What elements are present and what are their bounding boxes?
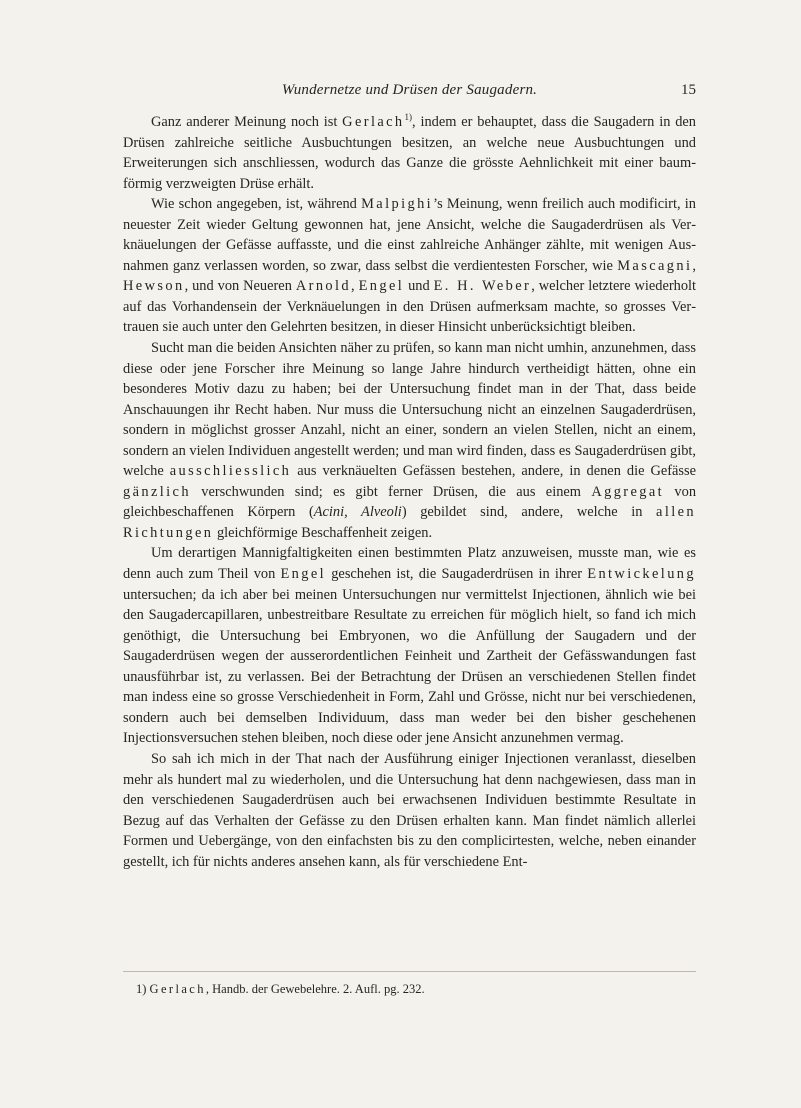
text-run: ) gebildet sind, andere, welche in: [401, 504, 657, 521]
paragraph-2: [123, 194, 696, 338]
text-run: 1): [136, 982, 150, 996]
footnote-marker: 1): [404, 112, 413, 122]
text-run: gleichförmige Beschaffenheit zeigen.: [213, 524, 433, 541]
footnote: [136, 980, 696, 998]
page-header: [123, 82, 696, 104]
text-run: Ganz anderer Meinung noch ist: [151, 114, 343, 130]
paragraph-1: [123, 112, 696, 194]
spaced-emphasis: Engel: [358, 278, 405, 295]
text-run: von gleichbeschaffenen Körpern (: [123, 483, 697, 521]
text-run: aus verknäuelten Gefässen bestehen, andere, in denen die Gefässe: [291, 463, 696, 480]
spaced-emphasis: Gerlach: [342, 114, 405, 130]
text-run: ’s Meinung, wenn freilich auch modificirt, in neuester Zeit wieder Geltung gewonnen hat, jene Ansicht, welche die Saugaderdrüsen als Verknäuelungen der Gefässe auffasste, und die einst zahlreiche Anhänger zählte, mit wenigen Ausnahmen ganz verlassen worden, so zwar, dass selbst die verdientesten Forscher, wie: [123, 196, 696, 274]
text-run: geschehen ist, die Saugaderdrüsen in ihrer: [326, 566, 588, 583]
text-run: Wie schon angegeben, ist, während: [151, 196, 362, 213]
text-run: ,: [692, 257, 696, 274]
spaced-emphasis: Engel: [280, 566, 327, 583]
text-run: , und von Neueren: [184, 278, 296, 295]
spaced-emphasis: allen Richtungen: [123, 504, 696, 541]
page-number: 15: [681, 82, 696, 98]
text-run: , Handb. der Gewebelehre. 2. Aufl. pg. 232.: [205, 982, 425, 996]
italic-term: Acini, Alveoli: [313, 504, 402, 521]
spaced-emphasis: Entwickelung: [587, 566, 696, 583]
spaced-emphasis: Hewson: [123, 278, 185, 295]
footnote-rule: [123, 971, 696, 972]
spaced-emphasis: Aggregat: [591, 483, 665, 500]
text-run: und: [404, 278, 434, 295]
spaced-emphasis: gänzlich: [123, 483, 191, 500]
text-run: verschwunden sind; es gibt ferner Drüsen, die aus einem: [190, 483, 592, 500]
text-run: untersuchen; da ich aber bei meinen Untersuchungen nur vermittelst Injectionen, ähnlich wie bei den Saugadercapillaren, unbestreitbare Resultate zu erreichen für möglich hielt, so fand ich mich genöthigt, die Untersuchung bei Embryonen, wo die Anfüllung der Saugadern und der Saugaderdrüsen wegen der ausserordentlichen Feinheit und Zartheit der Gefässwandungen fast unausführbar ist, zu verlassen. Bei der Betrachtung der Drüsen an verschiedenen Stellen findet man indess eine so grosse Verschiedenheit in Form, Zahl und Grösse, nicht nur bei verschiedenen, sondern auch bei demselben Individuum, dass man weder bei den bisher geschehenen Injectionsversuchen stehen bleiben, noch diese oder jene Ansicht anzunehmen vermag.: [123, 586, 696, 747]
text-run: So sah ich mich in der That nach der Ausführung einiger Injectionen veranlasst, dieselben mehr als hundert mal zu wiederholen, und die Untersuchung hat denn nachgewiesen, dass man in den verschiedenen Saugaderdrüsen auch bei erwachsenen Individuen bestimmte Resultate in Bezug auf das Verhalten der Gefässe zu den Drüsen erhalten kann. Man findet nämlich allerlei Formen und Uebergänge, von den einfachsten bis zu den complicirtesten, welche, neben einander gestellt, ich für nichts anderes ansehen kann, als für verschiedene Ent-: [123, 750, 696, 870]
spaced-emphasis: Mascagni: [617, 257, 693, 274]
body-text: [123, 112, 696, 872]
text-run: Sucht man die beiden Ansichten näher zu prüfen, so kann man nicht umhin, anzunehmen, dass diese oder jene Forscher ihre Meinung so lange Jahre hindurch vertheidigt hätten, ohne ein besonderes Motiv dazu zu haben; bei der Untersuchung findet man in der That, dass beide Anschauungen ihr Recht haben. Nur muss die Untersuchung nicht an einzelnen Saugaderdrüsen, sondern in möglichst grosser Anzahl, nicht an einer, sondern an vielen Stellen, nicht an einem, sondern an vielen Individuen angestellt werden; und man wird finden, dass es Saugaderdrüsen gibt, welche: [123, 340, 696, 480]
spaced-emphasis: E. H. Weber: [433, 278, 532, 295]
paragraph-3: [123, 338, 696, 543]
paragraph-5: [123, 749, 696, 872]
text-run: , welcher letztere wiederholt auf das Vorhandensein der Verknäuelungen in den Drüsen aufmerksam machte, so grosses Vertrauen sie auch unter den Gelehrten besitzen, in dieser Hinsicht unberücksichtigt bleiben.: [123, 278, 697, 336]
running-title: Wundernetze und Drüsen der Saugadern.: [281, 82, 538, 98]
text-run: Um derartigen Mannigfaltigkeiten einen bestimmten Platz anzuweisen, musste man, wie es denn auch zum Theil von: [123, 545, 696, 583]
paragraph-4: [123, 543, 696, 748]
text-run: ,: [351, 278, 359, 295]
text-run: , indem er behauptet, dass die Saugadern in den Drüsen zahlreiche seitliche Ausbuchtungen besitzen, an welche neue Ausbuchtungen und Erweiterungen sich anschliessen, wodurch das Ganze die grösste Aehnlichkeit mit einer baumförmig verzweigten Drüse erhält.: [123, 114, 696, 192]
spaced-emphasis: Gerlach: [149, 982, 206, 996]
spaced-emphasis: ausschliesslich: [169, 463, 292, 480]
spaced-emphasis: Malpighi: [361, 196, 434, 213]
spaced-emphasis: Arnold: [295, 278, 352, 295]
